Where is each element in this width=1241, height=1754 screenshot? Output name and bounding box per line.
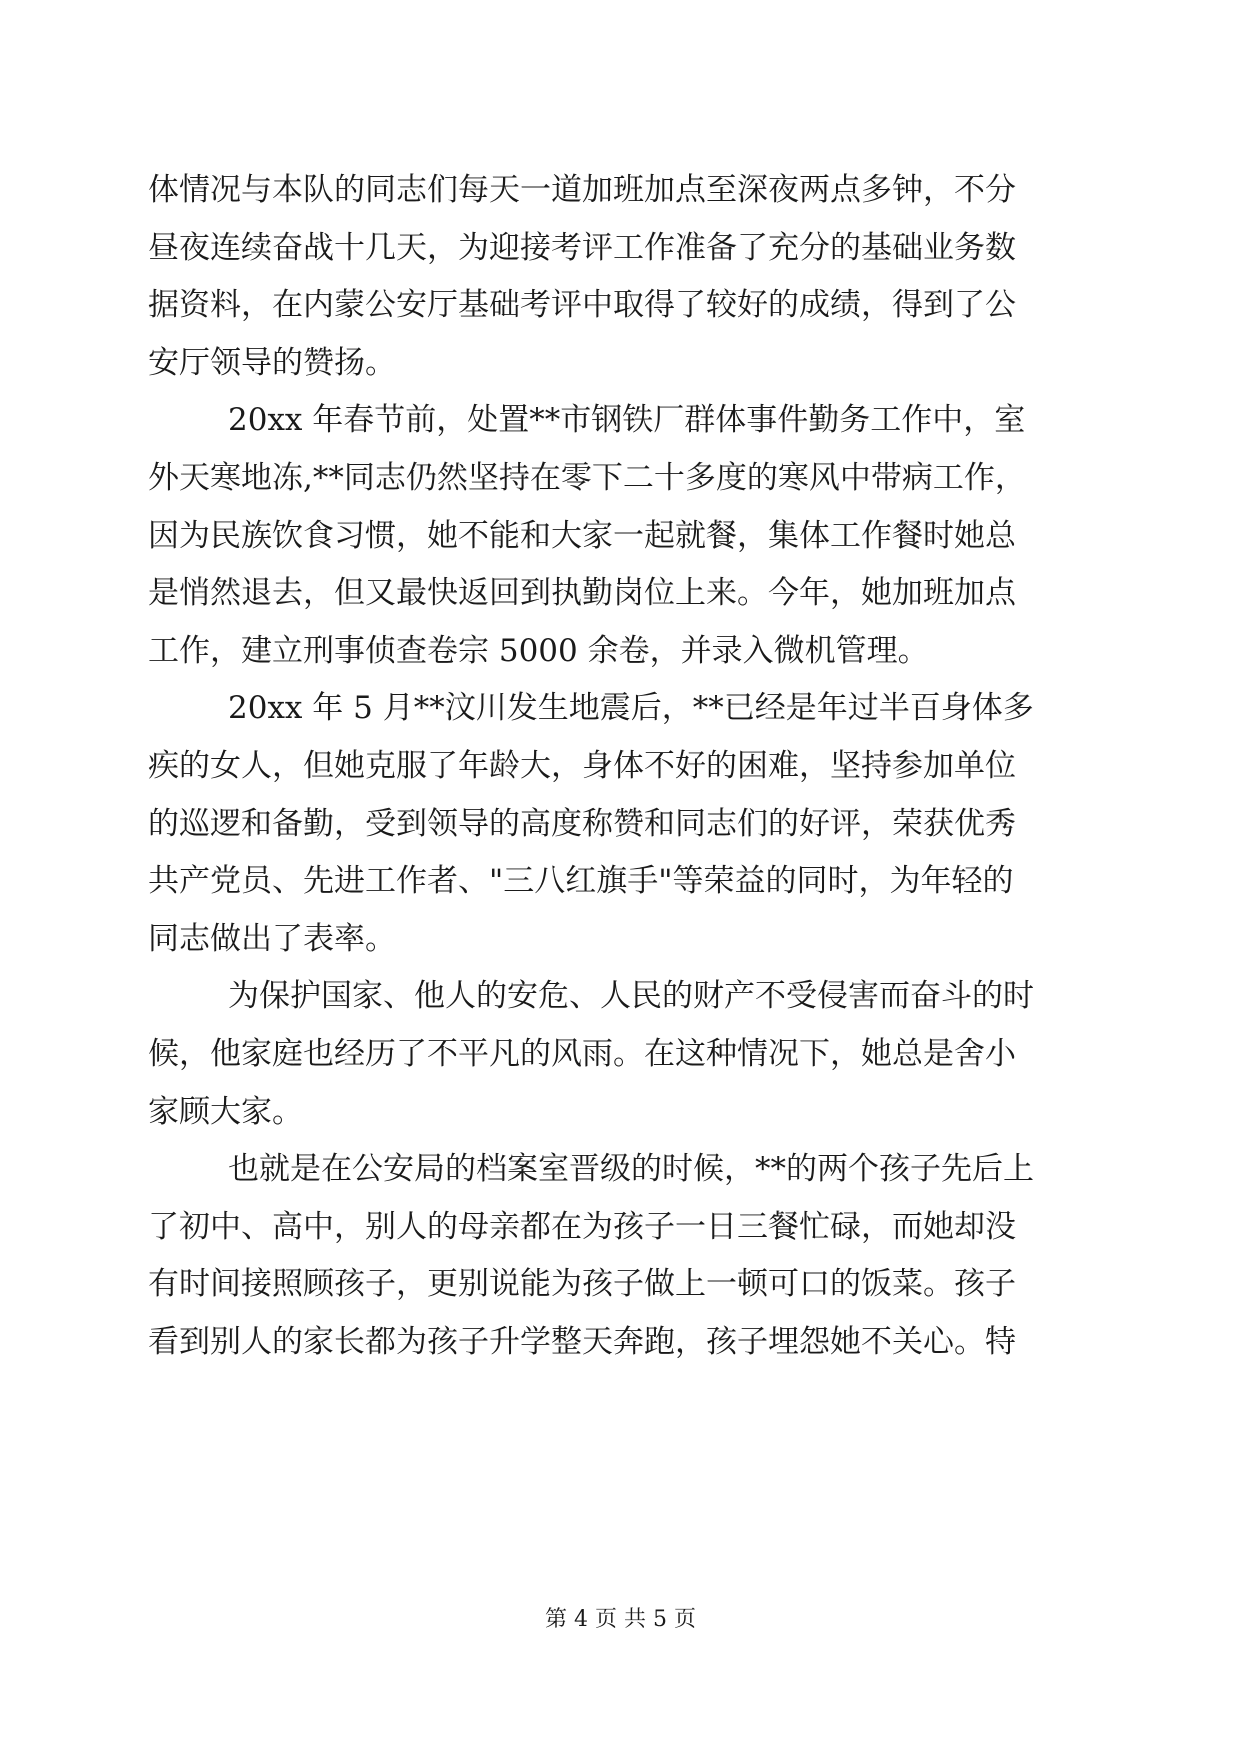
text-line: 共产党员、先进工作者、"三八红旗手"等荣益的同时，为年轻的 [148, 863, 1014, 900]
text-line: 的巡逻和备勤，受到领导的高度称赞和同志们的好评，荣获优秀 [148, 805, 1016, 842]
text-line: 了初中、高中，别人的母亲都在为孩子一日三餐忙碌，而她却没 [148, 1208, 1016, 1245]
text-line: 为保护国家、他人的安危、人民的财产不受侵害而奋斗的时 [228, 978, 1034, 1015]
paragraph [148, 680, 1090, 968]
text-line: 据资料，在内蒙公安厅基础考评中取得了较好的成绩，得到了公 [148, 287, 1016, 324]
text-line: 有时间接照顾孩子，更别说能为孩子做上一顿可口的饭菜。孩子 [148, 1266, 1016, 1303]
paragraph [148, 162, 1090, 392]
text-line: 看到别人的家长都为孩子升学整天奔跑，孩子埋怨她不关心。特 [148, 1323, 1016, 1360]
text-line: 因为民族饮食习惯，她不能和大家一起就餐，集体工作餐时她总 [148, 517, 1016, 554]
text-line: 外天寒地冻,**同志仍然坚持在零下二十多度的寒风中带病工作， [148, 459, 1026, 496]
text-line: 也就是在公安局的档案室晋级的时候，**的两个孩子先后上 [228, 1151, 1034, 1188]
text-line: 工作，建立刑事侦查卷宗 5000 余卷，并录入微机管理。 [148, 632, 929, 669]
text-line: 安厅领导的赞扬。 [148, 344, 396, 381]
text-line: 疾的女人，但她克服了年龄大，身体不好的困难，坚持参加单位 [148, 747, 1016, 784]
text-line: 体情况与本队的同志们每天一道加班加点至深夜两点多钟，不分 [148, 172, 1016, 208]
text-line: 同志做出了表率。 [148, 920, 396, 957]
text-line: 候，他家庭也经历了不平凡的风雨。在这种情况下，她总是舍小 [148, 1035, 1016, 1072]
paragraph [148, 392, 1090, 680]
text-line: 20xx 年 5 月**汶川发生地震后，**已经是年过半百身体多 [228, 690, 1034, 727]
page-footer [0, 1605, 1241, 1635]
paragraph [148, 1141, 1090, 1371]
text-line: 是悄然退去，但又最快返回到执勤岗位上来。今年，她加班加点 [148, 575, 1016, 612]
page-number-label: 第 4 页 共 5 页 [545, 1607, 696, 1632]
paragraph [148, 968, 1090, 1141]
text-line: 昼夜连续奋战十几天，为迎接考评工作准备了充分的基础业务数 [148, 229, 1016, 266]
text-line: 20xx 年春节前，处置**市钢铁厂群体事件勤务工作中，室 [228, 402, 1026, 439]
body-text [148, 162, 1090, 1371]
text-line: 家顾大家。 [148, 1093, 303, 1130]
